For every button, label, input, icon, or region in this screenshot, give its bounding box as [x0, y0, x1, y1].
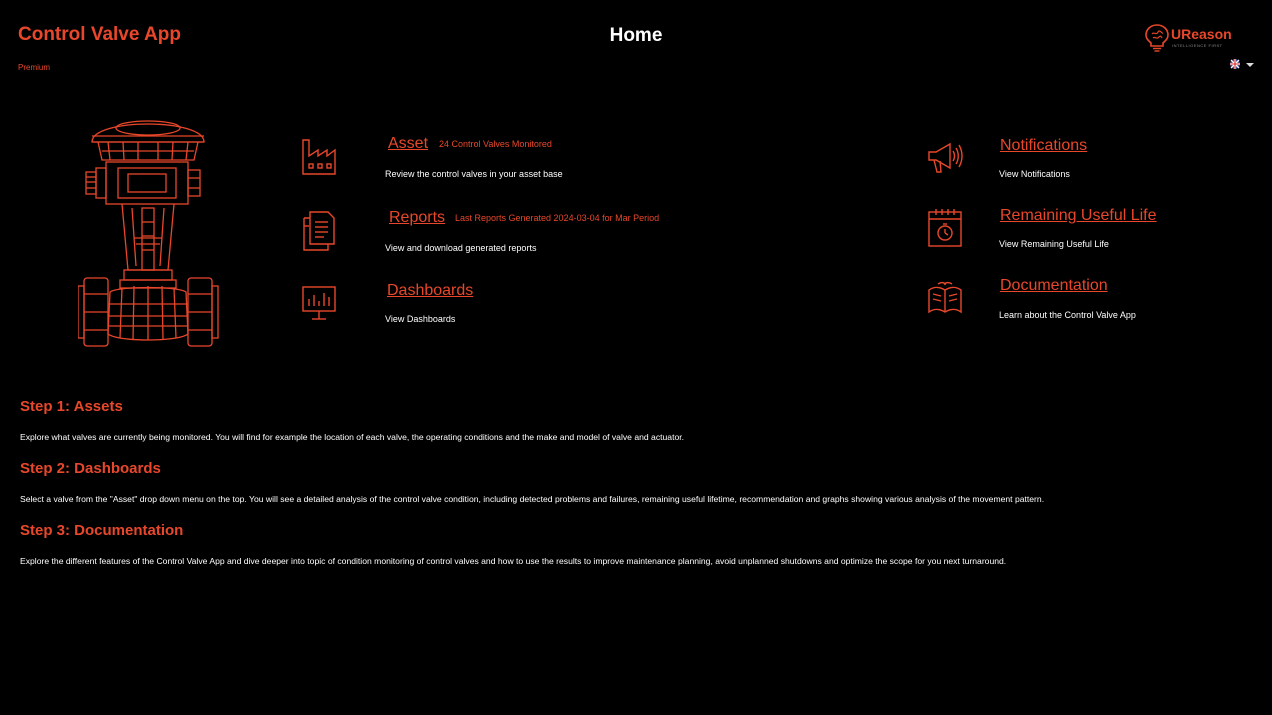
dashboards-description: View Dashboards: [385, 314, 456, 324]
asset-card: [300, 134, 700, 184]
brand-logo[interactable]: [1144, 22, 1244, 52]
plan-badge: Premium: [18, 63, 51, 72]
reports-link[interactable]: Reports: [389, 209, 446, 226]
notifications-card: [926, 136, 1226, 186]
notifications-description: View Notifications: [999, 169, 1070, 179]
documents-icon: [300, 208, 338, 252]
monitor-chart-icon: [300, 281, 338, 325]
step-3-title: Step 3: Documentation: [20, 522, 184, 539]
megaphone-icon: [926, 136, 964, 180]
language-selector[interactable]: [1229, 58, 1255, 70]
brand-tagline: INTELLIGENCE FIRST: [1172, 43, 1223, 48]
asset-link[interactable]: Asset: [388, 135, 429, 152]
dashboards-link[interactable]: Dashboards: [387, 282, 474, 299]
remaining-useful-life-card: [926, 206, 1226, 256]
reports-last-generated-text: Last Reports Generated 2024-03-04 for Mar Period: [455, 213, 660, 223]
chevron-down-icon: [1246, 61, 1254, 69]
control-valve-illustration: [78, 110, 223, 350]
calendar-timer-icon: [926, 206, 964, 250]
app-title[interactable]: Control Valve App: [18, 24, 181, 45]
reports-description: View and download generated reports: [385, 243, 537, 253]
documentation-link[interactable]: Documentation: [1000, 277, 1108, 294]
step-1-title: Step 1: Assets: [20, 398, 123, 415]
step-1-text: Explore what valves are currently being monitored. You will find for example the location of each valve, the operating conditions and the make and model of valve and actuator.: [20, 432, 685, 442]
factory-icon: [300, 134, 338, 178]
notifications-link[interactable]: Notifications: [1000, 137, 1088, 154]
asset-count-text: 24 Control Valves Monitored: [439, 139, 552, 149]
page-title: Home: [609, 25, 663, 46]
reports-card: [300, 208, 700, 258]
asset-description: Review the control valves in your asset base: [385, 169, 563, 179]
documentation-description: Learn about the Control Valve App: [999, 310, 1136, 320]
dashboards-card: [300, 281, 700, 331]
open-book-icon: [926, 276, 964, 320]
uk-flag-icon: [1229, 58, 1241, 70]
brand-name: UReason: [1171, 26, 1232, 42]
step-3-text: Explore the different features of the Control Valve App and dive deeper into topic of condition monitoring of control valves and how to use the results to improve maintenance planning, avoid unplanned shutdowns and optimize the scope for you next turnaround.: [20, 556, 1007, 566]
lightbulb-brain-icon: [1144, 22, 1170, 52]
remaining-useful-life-description: View Remaining Useful Life: [999, 239, 1109, 249]
documentation-card: [926, 276, 1226, 326]
step-2-title: Step 2: Dashboards: [20, 460, 161, 477]
remaining-useful-life-link[interactable]: Remaining Useful Life: [1000, 207, 1157, 224]
step-2-text: Select a valve from the "Asset" drop down menu on the top. You will see a detailed analysis of the control valve condition, including detected problems and failures, remaining useful lifetime, recommendation and graphs showing various analysis of the movement pattern.: [20, 494, 1045, 504]
